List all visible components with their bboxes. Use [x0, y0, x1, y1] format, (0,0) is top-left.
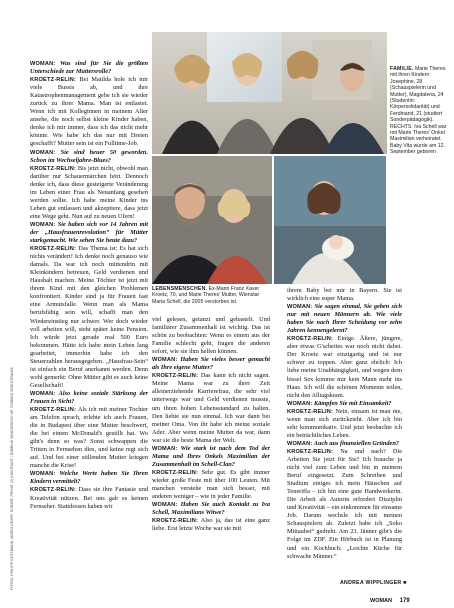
speaker-label: WOMAN: — [30, 149, 56, 156]
paragraph-text: Haben Sie auch Kontakt zu Iva Schell, Maximilians Witwe? — [152, 501, 270, 517]
answer-paragraph — [287, 335, 402, 399]
speaker-label: WOMAN: — [152, 445, 178, 452]
photo-credit: FOTOS: PHILIPP GUTTMANN, MARIO GRAFF, KURIER, PRIVAT (2) KONTRAST / DOMINIK WANGERIGG/ AP, THOMAS WUESTRALEK — [10, 367, 14, 590]
caption-family-text: Marie Theres mit ihren Kindern Josephine, 28 (Schauspielerin und Mutter), Magdalena, 24 (Studentin: Körpersolidarität) und Ferdinand, 21 (studiert Sonderpädagogik). RECHTS: Iva Schell war mit Marie Theres' Onkel Maximilian verheiratet. Baby Vita wurde am 12. September geboren — [390, 66, 447, 156]
speaker-label: WOMAN: — [30, 471, 56, 478]
caption-couple-text: Ex-Mann Franz Xaver Kroetz, 70, und Marie Theres' Mutter, Wienstar Maria Schell, die 2005 verstorben ist. — [152, 286, 260, 305]
article-column-1 — [30, 60, 148, 580]
answer-paragraph — [287, 448, 402, 561]
article-column-3 — [287, 287, 402, 587]
speaker-label: WOMAN: — [152, 357, 178, 364]
question-paragraph — [287, 400, 402, 408]
paragraph-text: Haben Sie vieles besser gemacht als Ihre eigene Mutter? — [152, 356, 271, 372]
caption-couple — [152, 286, 270, 305]
answer-paragraph — [30, 165, 148, 221]
paragraph-text: Was sind für Sie die größten Unterschiede zur Muttersrolle? — [30, 60, 148, 76]
answer-paragraph — [30, 486, 148, 510]
photo-iva-baby — [274, 156, 386, 284]
footer-page-number: 179 — [399, 598, 410, 604]
speaker-label: WOMAN: — [287, 400, 313, 407]
paragraph-text: viel gelesen, getanzt und gebastelt. Und familiärer Zusammenhalt ist wichtig. Das ist schön zu beobachten: Wenn es einem aus der Familie schlecht geht, fragen die anderen sofort, wie sie ihm helfen können. — [152, 316, 270, 356]
paragraph-text: Sie haben sich vor 14 Jahren mit der „Hausfrauenrevolution“ für Mütter starkgemacht. Wie sehen Sie heute dazu? — [30, 220, 148, 245]
speaker-label: WOMAN: — [152, 502, 178, 509]
footer-magazine: WOMAN — [370, 598, 392, 604]
question-paragraph — [287, 440, 402, 448]
photo-family — [152, 32, 387, 154]
speaker-label: KROETZ-RELIN: — [30, 77, 77, 84]
speaker-label: KROETZ-RELIN: — [30, 165, 77, 172]
question-paragraph — [152, 501, 270, 517]
paragraph-text: ihrem Baby bei mir in Bayern. Sie ist wirklich eine super Mama. — [287, 287, 402, 303]
answer-paragraph — [287, 287, 402, 303]
paragraph-text: Das kann ich nicht sagen. Meine Mama war zu ihrer Zeit alleinerziehende Karrierefrau, die sehr viel unterwegs war und Geld verdienen musste, um ihren hohen Lebensstandard zu halten. Den liebte sie nun einmal. Ich war dann bei meiner Oma. Von ihr habe ich meine soziale Ader. Aber wenn meine Mutter da war, dann war sie die beste Mama der Welt. — [152, 372, 270, 444]
paragraph-text: Sie sind heuer 50 geworden. Schon im Wechseljahre-Blues? — [30, 148, 149, 164]
paragraph-text: Das Thema ist: Es hat sich nichts verändert! Ich denke noch genauso wie damals. Da war ich noch mittendrin mit Kleinkindern betreuen, Geld verdienen und Haushalt machen. Meine Töchter ist jetzt mit ihrem Kind mit den gleichen Problemen konfrontiert. Kinder sind ja für Frauen fast eine Armutsfalle. Wenn man als Mama berufsfähig sein will, schafft man den Wiedereinstieg nur schwer. Wer doch wieder voll arbeiten will, steht später keine Pension. Ich würde jetzt gerade mal 500 Euro bekommen. Hätte ich habe mein Leben lang gearbeitet, immerhin habe ich den Steuerzahlen herausgegeben. „Hausfrau-Sein“ ist einfach ein Beruf anerkannt werden. Denn wohl gemerkt: Ohne Mütter gibt es auch keine Gesellschaft! — [30, 245, 148, 389]
caption-couple-title: LEBENSMENSCHEN. — [152, 286, 208, 292]
speaker-label: KROETZ-RELIN: — [287, 448, 334, 455]
speaker-label: WOMAN: — [30, 221, 56, 228]
paragraph-text: Einige. Ältere, jüngere, aber etwas G'scheites war noch nicht dabei. Der Kroetz war einzigartig und ist nur schwer zu toppen. Aber ganz ehrlich: Ich liebe meine Unabhängigkeit, und wegen dem bissel Sex komme mir kein Mann mehr ins Haus. Ich will die schönen Momente teilen, nicht den Alltagskram. — [287, 335, 402, 399]
caption-family — [390, 66, 450, 156]
answer-paragraph — [30, 406, 148, 470]
question-paragraph — [30, 221, 148, 245]
photo-couple — [152, 156, 272, 284]
speaker-label: KROETZ-RELIN: — [30, 246, 77, 253]
paragraph-text: Sie sagen einmal, Sie geben sich nur mit neuen Männern ab. Wie viele haben Sie nach Ihrer Scheidung vor zehn Jahren kennengelernt? — [287, 303, 402, 335]
answer-paragraph — [30, 76, 148, 148]
paragraph-text: Welche Werte haben Sie Ihren Kindern vermittelt? — [30, 470, 148, 486]
paragraph-text: Also ja, das ist eine ganz liebe. Erst letzte Woche war sie mit — [152, 517, 270, 533]
speaker-label: WOMAN: — [287, 304, 313, 311]
paragraph-text: Auch aus finanziellen Gründen? — [313, 439, 399, 447]
speaker-label: KROETZ-RELIN: — [152, 469, 199, 476]
paragraph-text: Sehr gut. Es gibt immer wieder große Feste mit über 100 Leuten. Mit manchen verstehe man sich besser, mit anderen weniger – wie in jeder Familie. — [152, 468, 270, 501]
paragraph-text: Nein, einsam ist man nie, wenn man sich zurückzieht. Aber ich bin sehr kommunikativ. Und jetzt beobachte ich ein beträchtliches Leben. — [287, 407, 402, 439]
article-column-2 — [152, 316, 270, 584]
speaker-label: WOMAN: — [287, 440, 313, 447]
paragraph-text: Dass sie ihre Fantasie und Kreativität nützen. Bei uns gab es keinen Fernseher. Stattdessen haben wir — [30, 486, 148, 510]
speaker-label: WOMAN: — [30, 61, 56, 67]
question-paragraph — [30, 470, 148, 486]
paragraph-text: Also keine soziale Stärkung der Frauen in Sicht? — [30, 389, 149, 405]
speaker-label: KROETZ-RELIN: — [287, 408, 334, 415]
speaker-label: KROETZ-RELIN: — [30, 487, 77, 494]
question-paragraph — [152, 356, 270, 372]
author-signature: ANDREA WIPPLINGER ■ — [340, 580, 407, 586]
paragraph-text: Als ich mit meiner Tochter am Telefon sprach, erlebte ich auch Frauen, die in Budapest über eine Mutter beschwert, die bei einem McDonald's gestillt hat. Wo gibt's denn so was? Sonst schwappen die Tritten in Fernsehen dies, und keine regt sich auf. Und bei einer stillenden Mutter kriegen manche die Krise! — [30, 406, 148, 470]
speaker-label: KROETZ-RELIN: — [152, 373, 199, 380]
page-footer — [370, 598, 410, 604]
answer-paragraph — [152, 372, 270, 444]
caption-family-title: FAMILIE. — [390, 66, 414, 72]
answer-paragraph — [287, 408, 402, 440]
paragraph-text: Bis jetzt nicht, obwohl man darüber nur Schauermärchen hört. Dennoch denke ich, dass diese gesteigerte Veränderung im Leben einer Frau als Neuanfang gesehen werden sollte. Ich habe meine Kinder ins Leben gut entlassen und akzeptiere, dass jetzt eine Wege geht. Nun auf zu neuen Ufern! — [30, 164, 148, 220]
paragraph-text: Na und nach? Die Arbeiten Sie jetzt für Sie? Ich brauche ja nicht viel zum Leben und bin in meinem Beruf eingesetzt. Zum Schreiben und Studium einiges ich mein Häuschen auf Teneriffa – ich bin eine gute Handwerkerin. Die Arbeit als Autorin erfordert Disziplin und Kreativität – ein einkommen für einsame Job. Darum wechsle ich mit meinen Schauspielern ab. Zuletzt habe ich „Soko Mittaubet“ gedreht. Am 23. Jänner gibt's die Folge im ZDF. Ein Hörbuch ist in Planung und ein Kochbuch: „Leichte Küche für schwache Männer.“ — [287, 447, 402, 560]
paragraph-text: Wie stark ist nach dem Tod der Mama und Ihres Onkels Maximilian der Zusammenhalt im Schell-Clan? — [152, 444, 270, 468]
paragraph-text: Bei Matilda hole ich mir viele Bussis ab, und ihre Katastrophenmanagement gebe ich sie wieder zurück zu ihrer Mama. Man ist entlastet. Wenn ich mit Kolleginnen in meinem Alter ansehe, die noch selbst kleine Kinder haben, denke ich mir immer, dass ich das nicht mehr könnte. Wie habe ich das nur mit Dreien geschafft? Mutter sein ist ein Fulltime-Job. — [30, 76, 149, 148]
speaker-label: KROETZ-RELIN: — [152, 518, 199, 525]
question-paragraph — [287, 303, 402, 335]
question-paragraph — [30, 390, 148, 406]
speaker-label: KROETZ-RELIN: — [287, 336, 334, 343]
question-paragraph — [30, 149, 148, 165]
answer-paragraph — [30, 245, 148, 390]
speaker-label: WOMAN: — [30, 390, 56, 397]
question-paragraph — [30, 60, 148, 76]
paragraph-text: Kämpfen Sie mit Einsamkeit? — [314, 399, 392, 407]
speaker-label: KROETZ-RELIN: — [30, 407, 77, 414]
answer-paragraph — [152, 469, 270, 501]
answer-paragraph — [152, 517, 270, 533]
question-paragraph — [152, 445, 270, 469]
answer-paragraph — [152, 316, 270, 356]
